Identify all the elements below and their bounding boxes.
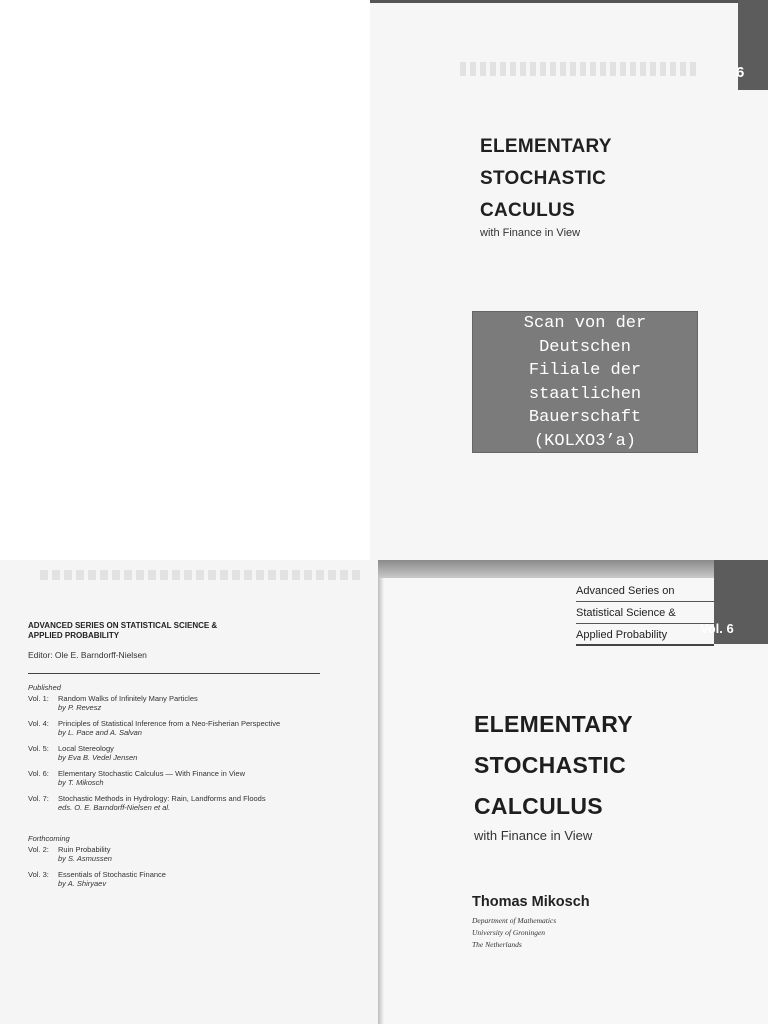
series-heading-line: APPLIED PROBABILITY (28, 631, 120, 640)
volume-number: Vol. 3: (28, 870, 49, 879)
scan-notice-line: Bauerschaft (528, 408, 642, 427)
affiliation-line: University of Groningen (472, 928, 546, 937)
volume-number: Vol. 7: (28, 794, 49, 803)
volume-number: Vol. 2: (28, 845, 49, 854)
author-affiliation (472, 915, 556, 951)
list-item (28, 794, 348, 812)
list-item (28, 744, 348, 762)
volume-number: Vol. 5: (28, 744, 49, 753)
title-line: STOCHASTIC (480, 168, 607, 189)
series-line: Applied Probability (576, 624, 714, 646)
volume-title: Random Walks of Infinitely Many Particles (58, 694, 198, 703)
volume-author: by T. Mikosch (58, 778, 104, 787)
volume-author: by L. Pace and A. Salvan (58, 728, 142, 737)
scan-notice (472, 311, 698, 453)
volume-number: Vol. 6: (28, 769, 49, 778)
list-item (28, 769, 348, 787)
volume-number: Vol. 4: (28, 719, 49, 728)
author-name: Thomas Mikosch (472, 894, 590, 910)
volume-author: by P. Revesz (58, 703, 102, 712)
divider (28, 673, 320, 674)
spine-shadow (378, 560, 384, 1024)
scan-notice-line: Scan von der (523, 314, 647, 333)
volume-title: Essentials of Stochastic Finance (58, 870, 166, 879)
affiliation-line: Department of Mathematics (472, 916, 557, 925)
volume-title: Ruin Probability (58, 845, 111, 854)
list-item (28, 719, 348, 737)
volume-label: Vol. 6 (700, 621, 734, 636)
volume-author: by Eva B. Vedel Jensen (58, 753, 138, 762)
affiliation-line: The Netherlands (472, 940, 522, 949)
volume-title: Elementary Stochastic Calculus — With Finance in View (58, 769, 246, 778)
volume-author: by S. Asmussen (58, 854, 112, 863)
list-item (28, 694, 348, 712)
blank-page (0, 0, 370, 560)
volume-author: by A. Shiryaev (58, 879, 107, 888)
title-line: ELEMENTARY (474, 711, 633, 737)
series-heading-line: ADVANCED SERIES ON STATISTICAL SCIENCE & (28, 621, 218, 630)
editor-line: Editor: Ole E. Barndorff-Nielsen (28, 650, 147, 660)
list-item (28, 870, 348, 888)
title-page-scan (370, 0, 768, 560)
volume-partial: 6 (736, 64, 745, 81)
book-subtitle: with Finance in View (480, 227, 581, 239)
scan-notice-line: (KOLXO3’a) (533, 431, 637, 451)
volume-title: Stochastic Methods in Hydrology: Rain, Landforms and Floods (58, 794, 266, 803)
series-block (576, 580, 714, 646)
series-line: Statistical Science & (576, 602, 714, 624)
series-line: Advanced Series on (576, 580, 714, 602)
volume-title: Principles of Statistical Inference from a Neo-Fisherian Perspective (58, 719, 281, 728)
book-title (480, 131, 612, 227)
book-subtitle: with Finance in View (474, 828, 593, 843)
volume-title: Local Stereology (58, 744, 114, 753)
top-rule (370, 0, 738, 3)
title-line: STOCHASTIC (474, 752, 627, 778)
title-page (378, 560, 768, 1024)
volume-author: eds. O. E. Barndorff-Nielsen et al. (58, 803, 171, 812)
title-line: CALCULUS (474, 793, 603, 819)
bleed-through-text (40, 570, 360, 580)
scan-notice-line: Filiale der (528, 361, 642, 380)
bleed-through-text (460, 62, 700, 76)
volume-number: Vol. 1: (28, 694, 49, 703)
series-heading (28, 621, 217, 641)
forthcoming-label: Forthcoming (28, 834, 70, 843)
scan-notice-line: staatlichen (528, 384, 642, 404)
list-item (28, 845, 348, 863)
book-title (474, 704, 633, 827)
forthcoming-list (28, 845, 348, 895)
published-label: Published (28, 683, 61, 692)
title-line: ELEMENTARY (480, 136, 612, 157)
published-list (28, 694, 348, 819)
top-bar (378, 560, 768, 578)
series-list-page (0, 560, 378, 1024)
title-line: CACULUS (480, 200, 575, 221)
scan-notice-line: Deutschen (539, 337, 631, 357)
